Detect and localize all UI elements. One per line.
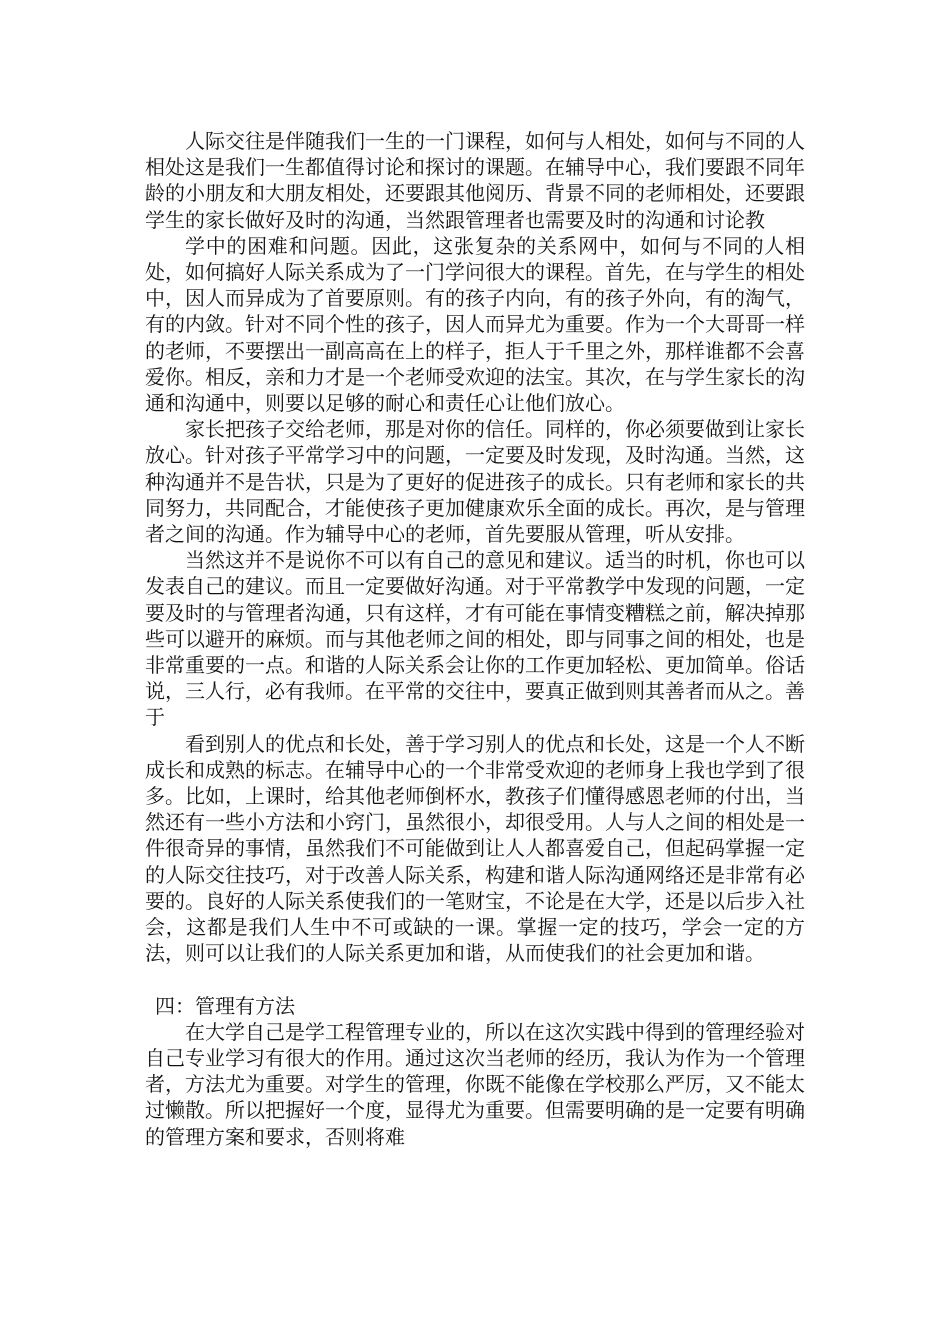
section-spacer — [145, 967, 805, 993]
paragraph-management-method: 在大学自己是学工程管理专业的，所以在这次实践中得到的管理经验对自己专业学习有很大的作用。通过这次当老师的经历，我认为作为一个管理者，方法尤为重要。对学生的管理，你既不能像在学校那么严厉，又不能太过懒散。所以把握好一个度，显得尤为重要。但需要明确的是一定要有明确的管理方案和要求，否则将难 — [145, 1019, 805, 1149]
paragraph-opinions-and-colleagues: 当然这并不是说你不可以有自己的意见和建议。适当的时机，你也可以发表自己的建议。而且一定要做好沟通。对于平常教学中发现的问题，一定要及时的与管理者沟通，只有这样，才有可能在事情变糟糕之前，解决掉那些可以避开的麻烦。而与其他老师之间的相处，即与同事之间的相处，也是非常重要的一点。和谐的人际关系会让你的工作更加轻松、更加简单。俗话说，三人行，必有我师。在平常的交往中，要真正做到则其善者而从之。善于 — [145, 548, 805, 730]
paragraph-interpersonal-intro: 人际交往是伴随我们一生的一门课程，如何与人相处，如何与不同的人相处这是我们一生都值得讨论和探讨的课题。在辅导中心，我们要跟不同年龄的小朋友和大朋友相处，还要跟其他阅历、背景不同的老师相处，还要跟学生的家长做好及时的沟通，当然跟管理者也需要及时的沟通和讨论教 — [145, 129, 805, 232]
paragraph-parent-communication: 家长把孩子交给老师，那是对你的信任。同样的，你必须要做到让家长放心。针对孩子平常学习中的问题，一定要及时发现，及时沟通。当然，这种沟通并不是告状，只是为了更好的促进孩子的成长。只有老师和家长的共同努力，共同配合，才能使孩子更加健康欢乐全面的成长。再次，是与管理者之间的沟通。作为辅导中心的老师，首先要服从管理，听从安排。 — [145, 417, 805, 547]
section-heading: 四：管理有方法 — [155, 993, 295, 1018]
document-page — [145, 128, 805, 1150]
paragraph-relationship-network: 学中的困难和问题。因此，这张复杂的关系网中，如何与不同的人相处，如何搞好人际关系成为了一门学问很大的课程。首先，在与学生的相处中，因人而异成为了首要原则。有的孩子内向，有的孩子外向，有的淘气，有的内敛。针对不同个性的孩子，因人而异尤为重要。作为一个大哥哥一样的老师，不要摆出一副高高在上的样子，拒人于千里之外，那样谁都不会喜爱你。相反，亲和力才是一个老师受欢迎的法宝。其次，在与学生家长的沟通和沟通中，则要以足够的耐心和责任心让他们放心。 — [145, 233, 805, 416]
paragraph-learning-from-others: 看到别人的优点和长处，善于学习别人的优点和长处，这是一个人不断成长和成熟的标志。在辅导中心的一个非常受欢迎的老师身上我也学到了很多。比如，上课时，给其他老师倒杯水，教孩子们懂得感恩老师的付出，当然还有一些小方法和小窍门，虽然很小，却很受用。人与人之间的相处是一件很奇异的事情，虽然我们不可能做到让人人都喜爱自己，但起码掌握一定的人际交往技巧，对于改善人际关系，构建和谐人际沟通网络还是非常有必要的。良好的人际关系使我们的一笔财宝，不论是在大学，还是以后步入社会，这都是我们人生中不可或缺的一课。掌握一定的技巧，学会一定的方法，则可以让我们的人际关系更加和谐，从而使我们的社会更加和谐。 — [145, 731, 805, 966]
